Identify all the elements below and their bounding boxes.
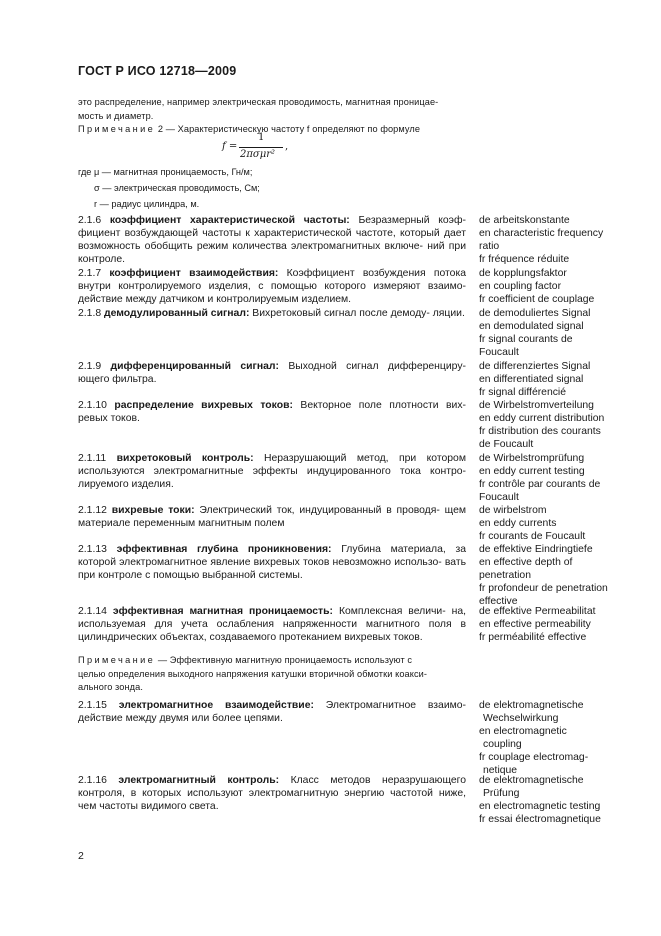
term-number: 2.1.7 (78, 268, 102, 279)
note-label: Примечание (78, 124, 156, 134)
note-text: 2 — Характеристическую частоту f определяют по формуле (155, 124, 421, 134)
translation: Prüfung (483, 788, 520, 800)
translation: ratio (479, 241, 500, 253)
term-number: 2.1.16 (78, 775, 107, 786)
formula-lhs: f = (222, 141, 238, 152)
translation: en eddy current testing (479, 466, 585, 478)
term-name: распределение вихревых токов: (114, 400, 293, 411)
translation: fr essai électromagnetique (479, 814, 601, 826)
term-number: 2.1.15 (78, 700, 107, 711)
translation: de elektromagnetische (479, 700, 584, 711)
term-2-1-11 (78, 452, 466, 491)
translation: de demoduliertes Signal (479, 308, 591, 319)
translations-2-1-14 (479, 605, 615, 644)
translation: fr contrôle par courants de (479, 479, 601, 491)
translation: fr distribution des courants (479, 426, 601, 438)
translation: de arbeitskonstante (479, 215, 570, 226)
term-number: 2.1.9 (78, 361, 102, 372)
term-text: Векторное поле плотности вих- (300, 400, 467, 411)
translation: de kopplungsfaktor (479, 268, 567, 279)
translations-2-1-11 (479, 452, 615, 504)
term-text: контроля, в которых используют электромагнитную энергию частотой ниже, (78, 788, 466, 800)
term-number: 2.1.6 (78, 215, 102, 226)
term-number: 2.1.10 (78, 400, 107, 411)
translation: de Foucault (479, 439, 534, 451)
note-text: — Эффективную магнитную проницаемость используют с (157, 655, 413, 665)
translation: en differentiated signal (479, 374, 584, 386)
term-name: вихревые токи: (111, 505, 195, 516)
term-text: ющего фильтра. (78, 374, 157, 386)
translations-2-1-7 (479, 267, 615, 306)
translation: en effective permeability (479, 619, 591, 631)
term-2-1-10 (78, 399, 466, 425)
term-2-1-16 (78, 774, 466, 813)
term-text: Вихретоковый сигнал после демоду- (252, 308, 430, 319)
term-text: Безразмерный коэф- (358, 215, 466, 226)
translation: Foucault (479, 347, 519, 359)
term-name: эффективная глубина проникновения: (116, 544, 332, 555)
term-text: Электрический ток, индуцированный в проводя- (199, 505, 440, 516)
where-list (78, 164, 260, 212)
translation: en electromagnetic testing (479, 801, 601, 813)
translation: en electromagnetic (479, 726, 567, 738)
term-2-1-14 (78, 605, 466, 644)
term-text: Комплексная величи- (338, 606, 446, 617)
term-text: внутри контролируемого изделия, с помощью которого измеряют взаимо- (78, 281, 466, 293)
term-text: фициент возбуждающей частоты к характеристической частоте, который (78, 228, 440, 240)
translations-2-1-8 (479, 307, 615, 359)
translations-2-1-13 (479, 543, 615, 608)
term-text: Класс методов неразрушающего (290, 775, 467, 786)
note-2-1-14 (78, 654, 466, 695)
term-text: вать при контроле с помощью выбранной системы. (78, 557, 466, 582)
translations-2-1-9 (479, 360, 615, 399)
term-number: 2.1.11 (78, 453, 107, 464)
term-2-1-13 (78, 543, 466, 582)
translations-2-1-12 (479, 504, 615, 543)
term-text: используются электромагнитные эффекты индуцированного тока контро- (78, 466, 466, 478)
translation: en characteristic frequency (479, 228, 604, 240)
note-line (78, 654, 466, 668)
translation: de elektromagnetische (479, 775, 584, 786)
note-text: ального зонда. (78, 682, 143, 692)
translation: coupling (483, 739, 522, 751)
translation: penetration (479, 570, 531, 582)
translation: fr courants de Foucault (479, 531, 586, 543)
term-number: 2.1.12 (78, 505, 107, 516)
term-name: эффективная магнитная проницаемость: (112, 606, 333, 617)
term-number: 2.1.13 (78, 544, 107, 555)
translation: fr coefficient de couplage (479, 294, 595, 306)
document-header: ГОСТ Р ИСО 12718—2009 (78, 64, 237, 78)
fraction-bar (239, 147, 283, 148)
translation: en demodulated signal (479, 321, 584, 333)
term-number: 2.1.8 (78, 308, 102, 319)
translation: Foucault (479, 492, 519, 504)
term-text: ляции. (432, 308, 465, 319)
term-text: Коэффициент возбуждения потока (286, 268, 466, 279)
term-number: 2.1.14 (78, 606, 107, 617)
term-text: щем материале переменным магнитным полем (78, 505, 466, 530)
page-number: 2 (78, 850, 84, 862)
translation: fr couplage electromag- (479, 752, 589, 764)
translation: fr perméabilité effective (479, 632, 587, 644)
term-text: ревых токов. (78, 413, 140, 425)
translation: fr fréquence réduite (479, 254, 570, 266)
note-label: Примечание (78, 655, 156, 665)
term-name: демодулированный сигнал: (104, 308, 250, 319)
term-2-1-8 (78, 307, 466, 320)
intro-line: это распределение, например электрическая проводимость, магнитная проницае- (78, 97, 439, 107)
term-2-1-15 (78, 699, 466, 725)
translation: en coupling factor (479, 281, 562, 293)
term-text: Выходной сигнал дифференциру- (288, 361, 466, 372)
term-2-1-7 (78, 267, 466, 306)
term-text: действие между двумя или более цепями. (78, 713, 283, 725)
translation: Wechselwirkung (483, 713, 559, 725)
term-name: электромагнитный контроль: (118, 775, 280, 786)
term-text: лируемого изделия. (78, 479, 174, 491)
term-text: Неразрушающий метод, при котором (264, 453, 466, 464)
formula-denominator: 2πσμr² (240, 149, 276, 160)
term-name: электромагнитное взаимодействие: (118, 700, 314, 711)
where-item: где μ — магнитная проницаемость, Гн/м; (78, 167, 253, 177)
term-text: которой электромагнитное явление вихревых токов невозможно использо- (78, 557, 442, 569)
translation: en eddy currents (479, 518, 557, 530)
translation: de Wirbelstromprüfung (479, 453, 585, 464)
intro-line: мость и диаметр. (78, 110, 154, 121)
translations-2-1-16 (479, 774, 615, 826)
term-text: на, используемая для учета ослабления напряженности магнитного поля в (78, 606, 467, 631)
term-text: дает возможность обобщить режим количества электромагнитных включе- (78, 228, 467, 253)
term-text: ний при контроле. (78, 241, 466, 266)
term-name: вихретоковый контроль: (116, 453, 254, 464)
term-2-1-6 (78, 214, 466, 266)
term-text: действие между датчиком и контролируемым изделием. (78, 294, 352, 306)
translations-2-1-6 (479, 214, 615, 266)
translation: de wirbelstrom (479, 505, 547, 516)
formula (222, 132, 292, 164)
translations-2-1-10 (479, 399, 615, 451)
term-text: Глубина материала, за (341, 544, 467, 555)
translation: de Wirbelstromverteilung (479, 400, 594, 411)
where-item: σ — электрическая проводимость, См; (94, 183, 260, 193)
term-text: цилиндрических объектах, создаваемого протеканием вихревых токов. (78, 632, 423, 644)
translation: en effective depth of (479, 557, 573, 569)
intro-paragraph (78, 96, 466, 137)
translation: effective (479, 596, 518, 608)
term-text: Электромагнитное взаимо- (325, 700, 467, 711)
formula-numerator: 1 (258, 132, 265, 143)
term-text: чем частоты видимого света. (78, 801, 219, 813)
where-item: r — радиус цилиндра, м. (94, 199, 200, 209)
translation: de effektive Permeabilitat (479, 606, 596, 617)
translations-2-1-15 (479, 699, 615, 778)
translation: netique (483, 765, 518, 777)
translation: fr profondeur de penetration (479, 583, 608, 595)
translation: en eddy current distribution (479, 413, 605, 425)
term-2-1-9 (78, 360, 466, 386)
note-text: целью определения выходного напряжения катушки вторичной обмотки коакси- (78, 668, 428, 679)
term-name: коэффициент характеристической частоты: (109, 215, 350, 226)
translation: de differenziertes Signal (479, 361, 591, 372)
translation: de effektive Eindringtiefe (479, 544, 593, 555)
translation: fr signal courants de (479, 334, 573, 346)
formula-comma: , (285, 141, 289, 152)
term-name: дифференцированный сигнал: (110, 361, 279, 372)
term-name: коэффициент взаимодействия: (109, 268, 279, 279)
translation: fr signal différencié (479, 387, 567, 399)
term-2-1-12 (78, 504, 466, 530)
